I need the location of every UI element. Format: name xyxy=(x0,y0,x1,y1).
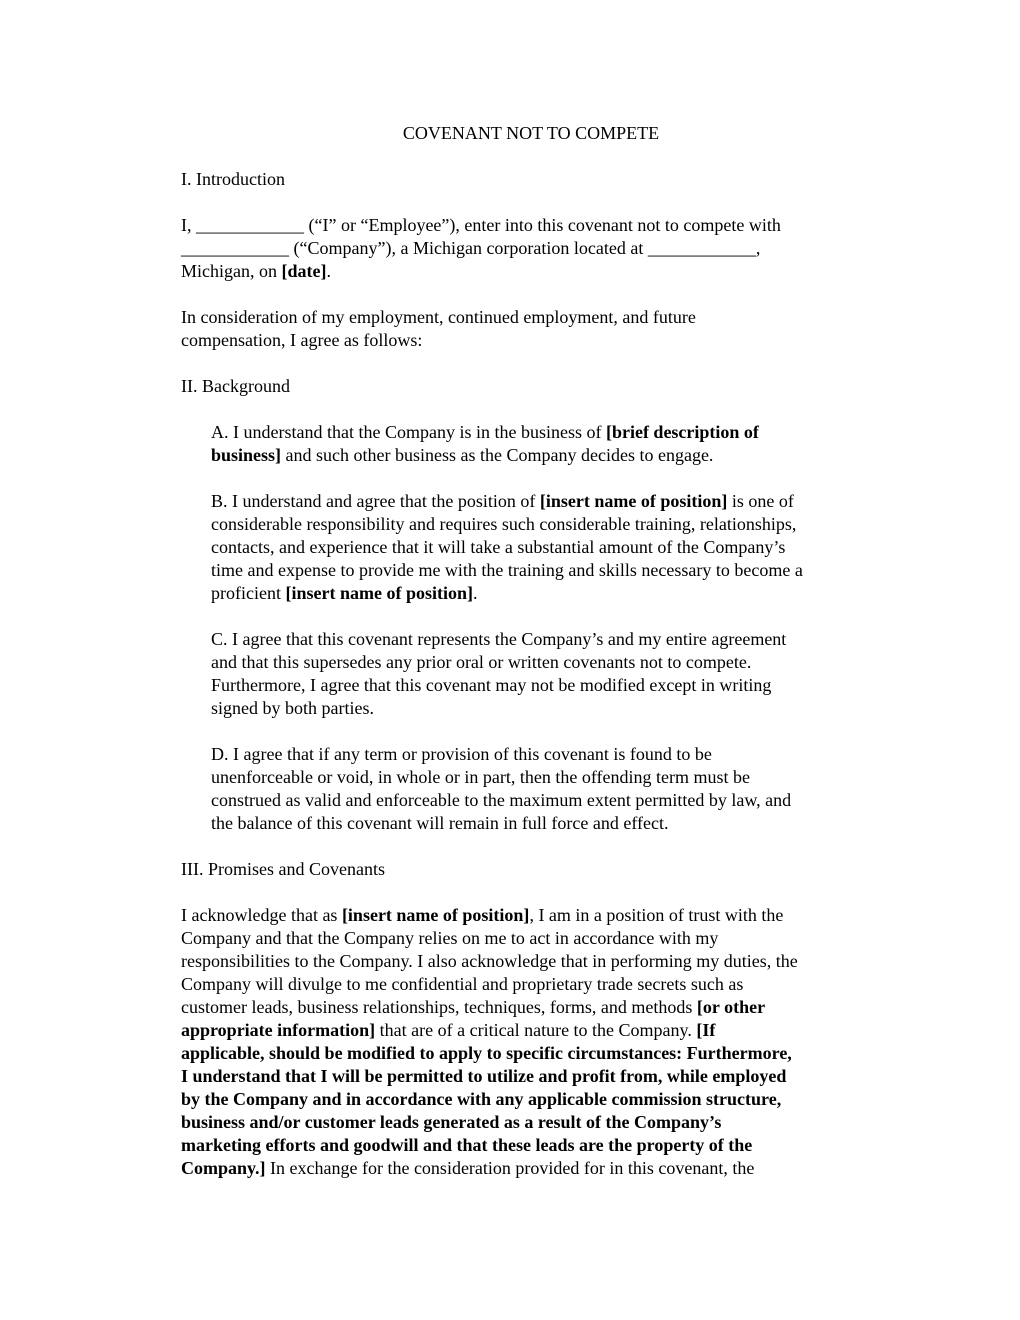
text-line: Furthermore, I agree that this covenant may not be modified except in writing xyxy=(211,675,772,695)
text-line: construed as valid and enforceable to the maximum extent permitted by law, and xyxy=(211,790,792,810)
text-fragment: and such other business as the Company decides to engage. xyxy=(281,445,714,465)
text-fragment: . xyxy=(326,261,331,281)
text-line: D. I agree that if any term or provision of this covenant is found to be xyxy=(211,744,712,764)
text-fragment: . xyxy=(472,583,478,603)
text-fragment: I acknowledge that as xyxy=(181,905,342,925)
text-fragment: that are of a critical nature to the Company. xyxy=(375,1020,697,1040)
business-placeholder: business] xyxy=(211,445,282,465)
text-line: I, ____________ (“I” or “Employee”), enter into this covenant not to compete with xyxy=(181,215,781,235)
text-line: considerable responsibility and requires such considerable training, relationships, xyxy=(211,514,797,534)
section-heading-introduction: I. Introduction xyxy=(181,169,285,189)
conditional-clause: by the Company and in accordance with any applicable commission structure, xyxy=(181,1089,782,1109)
text-line: signed by both parties. xyxy=(211,698,374,718)
position-placeholder: [insert name of position] xyxy=(341,905,530,925)
section-heading-promises: III. Promises and Covenants xyxy=(181,859,385,879)
document-page xyxy=(181,122,881,1203)
text-line: C. I agree that this covenant represents the Company’s and my entire agreement xyxy=(211,629,787,649)
text-line: Company will divulge to me confidential and proprietary trade secrets such as xyxy=(181,974,744,994)
text-fragment: is one of xyxy=(727,491,794,511)
conditional-clause: applicable, should be modified to apply to specific circumstances: Furthermore, xyxy=(181,1043,792,1063)
background-item-d xyxy=(211,743,881,835)
conditional-clause: Company.] xyxy=(181,1158,266,1178)
text-fragment: customer leads, business relationships, techniques, forms, and methods xyxy=(181,997,697,1017)
text-line: Michigan, on xyxy=(181,261,282,281)
text-fragment: In exchange for the consideration provided for in this covenant, the xyxy=(265,1158,755,1178)
text-line: and that this supersedes any prior oral or written covenants not to compete. xyxy=(211,652,752,672)
text-fragment: A. I understand that the Company is in the business of xyxy=(211,422,606,442)
position-placeholder: [insert name of position] xyxy=(285,583,473,603)
date-placeholder: [date] xyxy=(281,261,327,281)
text-line: unenforceable or void, in whole or in part, then the offending term must be xyxy=(211,767,751,787)
text-line: compensation, I agree as follows: xyxy=(181,330,423,350)
conditional-clause: business and/or customer leads generated as a result of the Company’s xyxy=(181,1112,722,1132)
other-info-placeholder: [or other xyxy=(696,997,766,1017)
text-line: contacts, and experience that it will take a substantial amount of the Company’s xyxy=(211,537,786,557)
text-line: the balance of this covenant will remain in full force and effect. xyxy=(211,813,669,833)
other-info-placeholder: appropriate information] xyxy=(181,1020,376,1040)
intro-paragraph-consideration xyxy=(181,306,881,352)
text-line: ____________ (“Company”), a Michigan corporation located at ____________, xyxy=(181,238,761,258)
background-item-a xyxy=(211,421,881,467)
text-fragment: proficient xyxy=(211,583,286,603)
section-heading-background: II. Background xyxy=(181,376,290,396)
conditional-clause: I understand that I will be permitted to utilize and profit from, while employed xyxy=(181,1066,787,1086)
text-line: time and expense to provide me with the training and skills necessary to become a xyxy=(211,560,803,580)
background-item-c xyxy=(211,628,881,720)
promises-paragraph xyxy=(181,904,881,1180)
text-line: In consideration of my employment, continued employment, and future xyxy=(181,307,696,327)
conditional-clause: marketing efforts and goodwill and that these leads are the property of the xyxy=(181,1135,753,1155)
position-placeholder: [insert name of position] xyxy=(539,491,728,511)
background-item-b xyxy=(211,490,881,605)
text-fragment: B. I understand and agree that the position of xyxy=(211,491,540,511)
document-title: COVENANT NOT TO COMPETE xyxy=(402,123,660,143)
conditional-clause: [If xyxy=(696,1020,716,1040)
text-fragment: , I am in a position of trust with the xyxy=(529,905,784,925)
business-placeholder: [brief description of xyxy=(605,422,759,442)
text-line: responsibilities to the Company. I also acknowledge that in performing my duties, the xyxy=(181,951,798,971)
intro-paragraph-parties xyxy=(181,214,881,283)
text-line: Company and that the Company relies on me to act in accordance with my xyxy=(181,928,719,948)
